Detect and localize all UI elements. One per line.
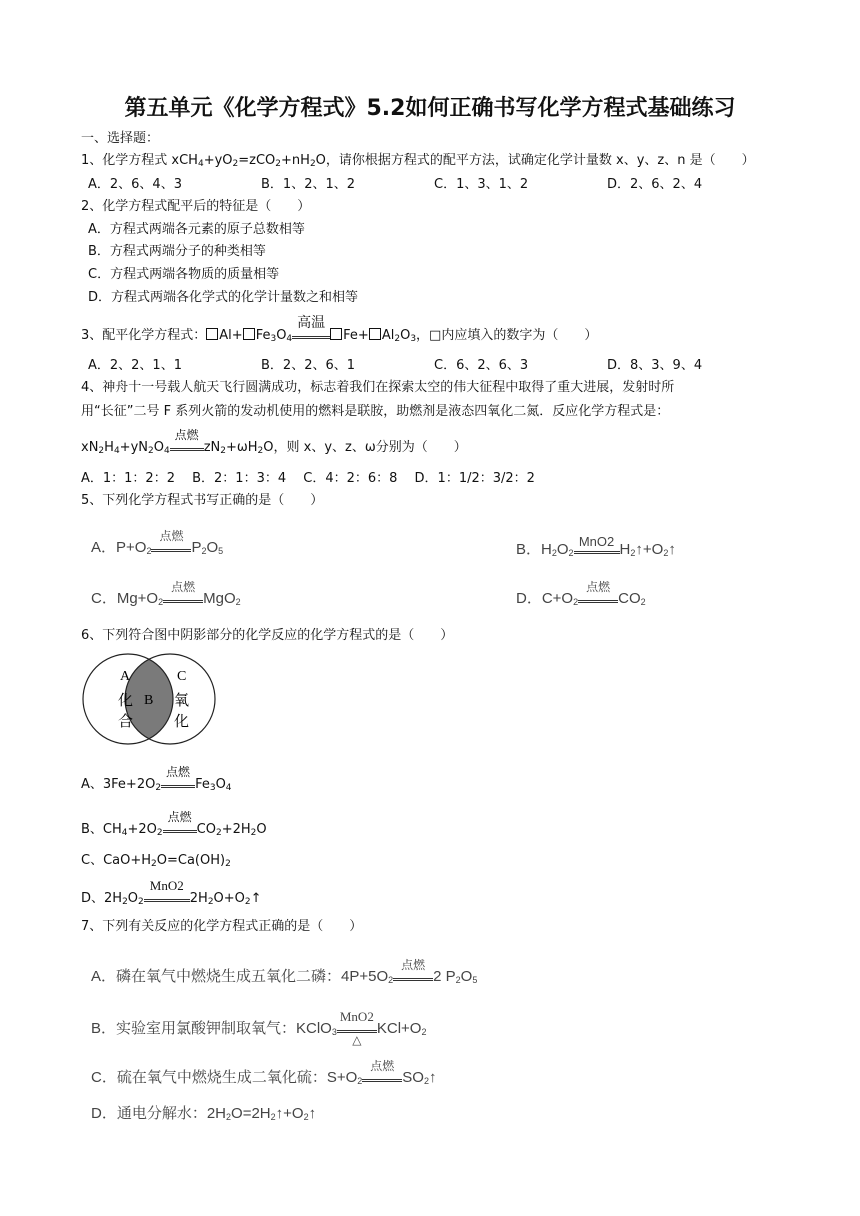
q2-option-b: B．方程式两端分子的种类相等 [88, 244, 266, 259]
q1-option-b: B．1、2、1、2 [261, 177, 356, 192]
question-2-stem: 2、化学方程式配平后的特征是（ ） [81, 199, 311, 214]
q3-condition: 高温 [297, 315, 326, 331]
q2-option-a: A．方程式两端各元素的原子总数相等 [88, 222, 305, 237]
q6-option-c: C、$CaO+H_2O=Ca(OH)_2$ [81, 853, 231, 869]
q5-option-a: A．$P+O_2$ 点燃 $P_2O_5$ [91, 529, 224, 556]
q7-option-b: B．实验室用氯酸钾制取氧气：KClO$_3$ MnO2 △ $KCl+O_2$ [91, 1009, 427, 1047]
page-title: 第五单元《化学方程式》5.2如何正确书写化学方程式基础练习 [124, 96, 736, 121]
q1-option-c: C．1、3、1、2 [434, 177, 529, 192]
q6-option-d: D、$2H_2O_2$ MnO2 $2H_2O+O_2↑$ [81, 878, 262, 907]
q3-option-c: C．6、2、6、3 [434, 358, 529, 373]
q7-option-c: C．硫在氧气中燃烧生成二氧化硫：$S+O_2$ 点燃 $SO_2↑$ [91, 1059, 437, 1086]
venn-diagram [80, 652, 220, 746]
venn-right-text-1: 氧 [174, 691, 190, 709]
q3-option-d: D．8、3、9、4 [607, 358, 703, 373]
question-1-stem: 1、化学方程式 $xCH_4+yO_2=zCO_2+nH_2O$，请你根据方程式的配平方法，试确定化学计量数 x、y、z、n 是（ ） [81, 153, 755, 169]
q1-option-d: D．2、6、2、4 [607, 177, 703, 192]
q7-option-a: A．磷在氧气中燃烧生成五氧化二磷：$4P+5O_2$ 点燃 2 $P_2O_5$ [91, 958, 478, 985]
venn-left-text-1: 化 [118, 691, 134, 709]
q6-option-b: B、$CH_4+2O_2$ 点燃 $CO_2+2H_2O$ [81, 810, 267, 838]
venn-label-b: B [144, 693, 154, 708]
q5-option-b: B．$H_2O_2$ MnO2 $H_2↑+O_2↑$ [516, 534, 676, 558]
question-3-stem: 3、配平化学方程式： $Al+ Fe_3O_4$ 高温 $Fe+ Al_2O_3$，□内应填入的数字为（ ） [81, 315, 598, 344]
q7-option-d: D．通电分解水：$2H_2O=2H_2↑+O_2↑$ [91, 1105, 317, 1122]
question-4-equation: $xN_2H_4+yN_2O_4$ 点燃 $zN_2+\omega H_2O$，则 x、y、z、ω分别为（ ） [81, 428, 467, 456]
question-5-stem: 5、下列化学方程式书写正确的是（ ） [81, 493, 324, 508]
q4-options: A．1：1：2：2 B．2：1：3：4 C．4：2：6：8 D．1：1/2：3/2：2 [81, 471, 535, 486]
q3-option-a: A．2、2、1、1 [88, 358, 182, 373]
q3-option-b: B．2、2、6、1 [261, 358, 356, 373]
q5-option-c: C．$Mg+O_2$ 点燃 MgO$_2$ [91, 580, 241, 607]
question-4-line-1: 4、神舟十一号载人航天飞行圆满成功，标志着我们在探索太空的伟大征程中取得了重大进展，发射时所 [81, 380, 675, 395]
question-7-stem: 7、下列有关反应的化学方程式正确的是（ ） [81, 919, 363, 934]
q6-option-a: A、$3Fe+2O_2$ 点燃 $Fe_3O_4$ [81, 765, 232, 793]
section-heading: 一、选择题： [81, 131, 160, 146]
venn-label-a: A [120, 669, 131, 684]
q5-option-d: D．$C+O_2$ 点燃 $CO_2$ [516, 580, 646, 607]
venn-label-c: C [177, 669, 187, 684]
venn-left-text-2: 合 [118, 712, 134, 730]
question-4-line-2: 用“长征”二号 F 系列火箭的发动机使用的燃料是联胺，助燃剂是液态四氧化二氮．反应化学方程式是： [81, 404, 670, 419]
q2-option-c: C．方程式两端各物质的质量相等 [88, 267, 280, 282]
q1-option-a: A．2、6、4、3 [88, 177, 182, 192]
venn-right-text-2: 化 [174, 712, 190, 730]
question-6-stem: 6、下列符合图中阴影部分的化学反应的化学方程式的是（ ） [81, 628, 454, 643]
q2-option-d: D．方程式两端各化学式的化学计量数之和相等 [88, 290, 359, 305]
